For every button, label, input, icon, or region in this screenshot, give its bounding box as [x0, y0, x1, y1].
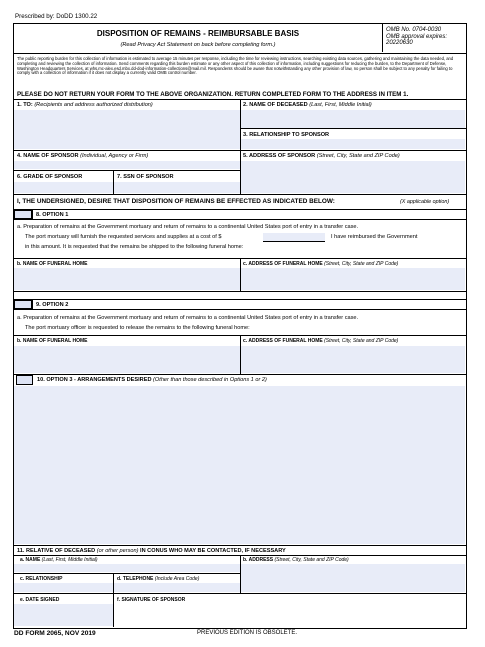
option2-line-b: The port mortuary officer is requested to release the remains to the following funeral home: — [25, 325, 250, 331]
option1-funeral-home-label: b. NAME OF FUNERAL HOME — [17, 261, 88, 267]
omb-expires-date: 20220630 — [386, 40, 413, 47]
option1-line-a: a. Preparation of remains at the Government mortuary and return of remains to a continental United States port of entry in a transfer case. — [17, 224, 359, 230]
to-field[interactable] — [14, 110, 240, 149]
option2-funeral-address-field[interactable] — [241, 346, 465, 373]
sponsor-address-field[interactable] — [241, 161, 465, 193]
prescribed-by: Prescribed by: DoDD 1300.22 — [15, 13, 98, 20]
relative-name-field[interactable] — [14, 564, 240, 572]
signature-field[interactable] — [114, 604, 465, 626]
relationship-label: 3. RELATIONSHIP TO SPONSOR — [243, 132, 330, 138]
option1-cost-field[interactable] — [263, 233, 325, 242]
option3-label: 10. OPTION 3 - ARRANGEMENTS DESIRED (Other than those described in Options 1 or 2) — [37, 377, 267, 383]
relative-relationship-label: c. RELATIONSHIP — [20, 576, 63, 582]
burden-statement: The public reporting burden for this collection of information is estimated to average 15 minutes per response, including the time for reviewing instructions, searching existing data sources, gathering and maintaining the data needed, and completing and reviewing the collection of information. Send comments regarding this burden estimate or any other aspect of this collection of information, including suggestions for reducing the burden, to the Department of Defense, Washington Headquarters Services, at whs.mc-alex.esd.mbx.dd-dod-information-collections@mail.mil. Respondents should be aware that notwithstanding any other provision of law, no person shall be subject to any penalty for failing to comply with a collection of information if it does not display a currently valid OMB control number. — [17, 56, 454, 76]
date-signed-field[interactable] — [14, 604, 113, 626]
form-subtitle: (Read Privacy Act Statement on back before completing form.) — [120, 42, 276, 48]
relative-relationship-field[interactable] — [14, 583, 113, 592]
to-label: 1. TO: (Recipients and address authorized distribution) — [17, 102, 153, 108]
option2-funeral-address-label: c. ADDRESS OF FUNERAL HOME (Street, City, State and ZIP Code) — [243, 338, 399, 344]
option1-line-c: in this amount. It is requested that the remains be shipped to the following funeral home: — [25, 244, 244, 250]
option1-line-b2: I have reimbursed the Government — [331, 234, 418, 240]
omb-expires-label: OMB approval expires: — [386, 33, 448, 40]
relative-heading: 11. RELATIVE OF DECEASED (or other person) IN CONUS WHO MAY BE CONTACTED, IF NECESSARY — [17, 548, 286, 554]
sponsor-name-label: 4. NAME OF SPONSOR (Individual, Agency or Firm) — [17, 153, 149, 159]
grade-label: 6. GRADE OF SPONSOR — [17, 174, 83, 180]
option1-funeral-home-field[interactable] — [14, 268, 240, 290]
return-notice: PLEASE DO NOT RETURN YOUR FORM TO THE ABOVE ORGANIZATION. RETURN COMPLETED FORM TO THE ADDRESS IN ITEM 1. — [17, 91, 409, 98]
option1-line-b1: The port mortuary will furnish the requested services and supplies at a cost of $ — [25, 234, 222, 240]
relative-telephone-label: d. TELEPHONE (Include Area Code) — [117, 576, 200, 582]
obsolete-notice: PREVIOUS EDITION IS OBSOLETE. — [197, 630, 298, 636]
desire-heading: I, THE UNDERSIGNED, DESIRE THAT DISPOSITION OF REMAINS BE EFFECTED AS INDICATED BELOW: — [17, 198, 335, 205]
relative-address-field[interactable] — [241, 564, 465, 592]
option3-arrangements-field[interactable] — [14, 386, 465, 544]
option3-checkbox[interactable] — [16, 375, 33, 385]
option2-checkbox[interactable] — [14, 300, 32, 309]
signature-label: f. SIGNATURE OF SPONSOR — [117, 597, 186, 603]
sponsor-address-label: 5. ADDRESS OF SPONSOR (Street, City, State and ZIP Code) — [243, 153, 400, 159]
option1-checkbox[interactable] — [14, 210, 32, 219]
omb-block — [386, 27, 447, 47]
relative-telephone-field[interactable] — [114, 583, 240, 592]
ssn-field[interactable] — [114, 182, 240, 193]
relationship-field[interactable] — [241, 139, 465, 149]
option1-label: 8. OPTION 1 — [36, 212, 69, 218]
omb-number: OMB No. 0704-0030 — [386, 27, 442, 33]
relative-name-label: a. NAME (Last, First, Middle Initial) — [20, 557, 98, 563]
form-id: DD FORM 2065, NOV 2019 — [14, 630, 96, 637]
option2-funeral-home-label: b. NAME OF FUNERAL HOME — [17, 338, 88, 344]
sponsor-name-field[interactable] — [14, 161, 240, 169]
relative-address-label: b. ADDRESS (Street, City, State and ZIP Code) — [243, 557, 349, 563]
option1-funeral-address-field[interactable] — [241, 268, 465, 290]
ssn-label: 7. SSN OF SPONSOR — [117, 174, 174, 180]
option2-funeral-home-field[interactable] — [14, 346, 240, 373]
option2-label: 9. OPTION 2 — [36, 302, 69, 308]
date-signed-label: e. DATE SIGNED — [20, 597, 60, 603]
option1-funeral-address-label: c. ADDRESS OF FUNERAL HOME (Street, City, State and ZIP Code) — [243, 261, 399, 267]
form-title: DISPOSITION OF REMAINS - REIMBURSABLE BASIS — [96, 29, 300, 38]
deceased-name-field[interactable] — [241, 110, 465, 128]
grade-field[interactable] — [14, 182, 113, 193]
option2-line-a: a. Preparation of remains at the Government mortuary and return of remains to a continental United States port of entry in a transfer case. — [17, 315, 359, 321]
deceased-name-label: 2. NAME OF DECEASED (Last, First, Middle Initial) — [243, 102, 372, 108]
desire-hint: (X applicable option) — [400, 199, 450, 205]
